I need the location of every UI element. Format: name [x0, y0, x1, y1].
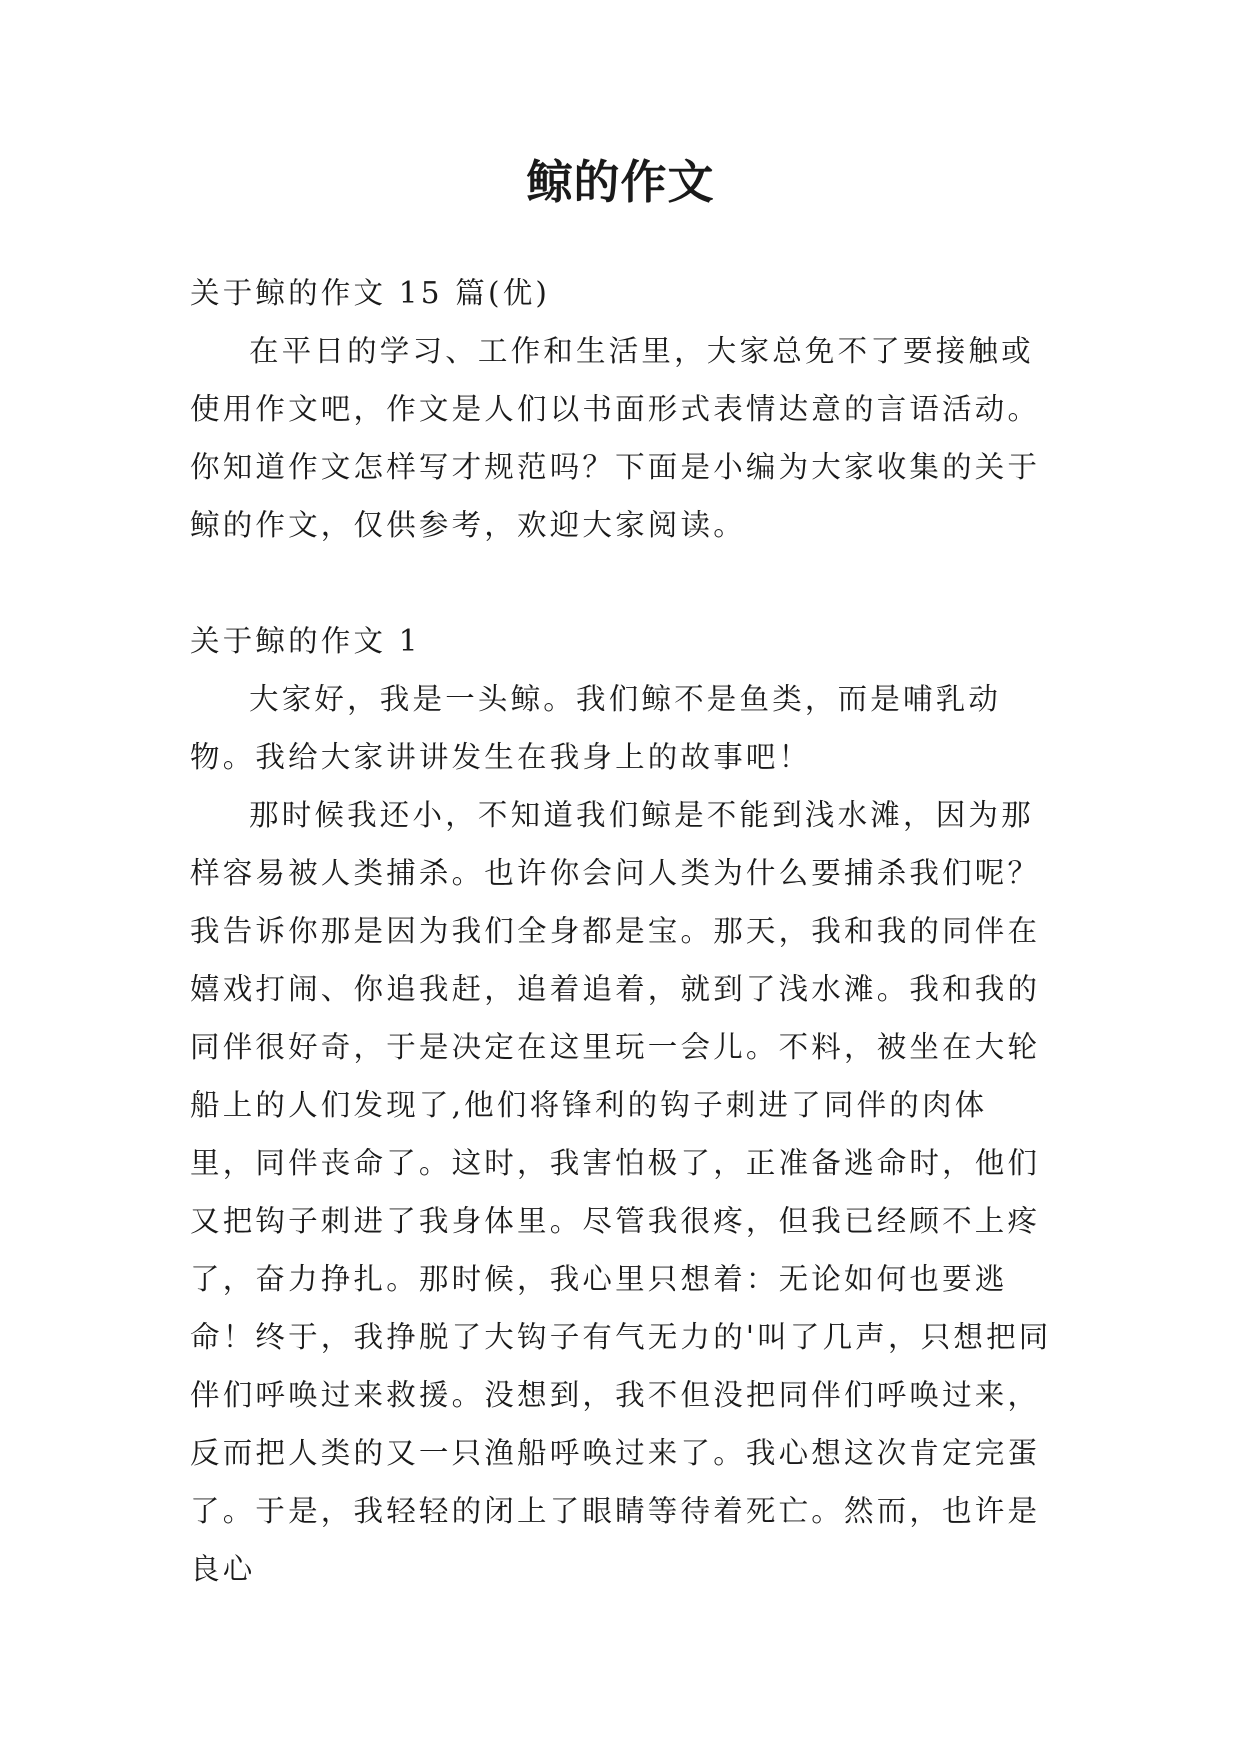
essay-paragraph: 那时候我还小，不知道我们鲸是不能到浅水滩，因为那样容易被人类捕杀。也许你会问人类为什么要捕杀我们呢？我告诉你那是因为我们全身都是宝。那天，我和我的同伴在嬉戏打闹、你追我赶，追着追着，就到了浅水滩。我和我的同伴很好奇，于是决定在这里玩一会儿。不料，被坐在大轮船上的人们发现了,他们将锋利的钩子刺进了同伴的肉体里，同伴丧命了。这时，我害怕极了，正准备逃命时，他们又把钩子刺进了我身体里。尽管我很疼，但我已经顾不上疼了，奋力挣扎。那时候，我心里只想着：无论如何也要逃命！终于，我挣脱了大钩子有气无力的'叫了几声，只想把同伴们呼唤过来救援。没想到，我不但没把同伴们呼唤过来，反而把人类的又一只渔船呼唤过来了。我心想这次肯定完蛋了。于是，我轻轻的闭上了眼睛等待着死亡。然而，也许是良心	[190, 798, 1052, 1586]
document-body	[190, 264, 1052, 1598]
essay-heading: 关于鲸的作文 1	[190, 624, 421, 658]
intro-heading: 关于鲸的作文 15 篇(优)	[190, 276, 551, 310]
essay-paragraph: 大家好，我是一头鲸。我们鲸不是鱼类，而是哺乳动物。我给大家讲讲发生在我身上的故事吧！	[190, 682, 1002, 774]
document-title: 鲸的作文	[526, 155, 715, 209]
section-spacer	[190, 554, 1052, 612]
intro-paragraph: 在平日的学习、工作和生活里，大家总免不了要接触或使用作文吧，作文是人们以书面形式表情达意的言语活动。你知道作文怎样写才规范吗？下面是小编为大家收集的关于鲸的作文，仅供参考，欢迎大家阅读。	[190, 334, 1041, 542]
